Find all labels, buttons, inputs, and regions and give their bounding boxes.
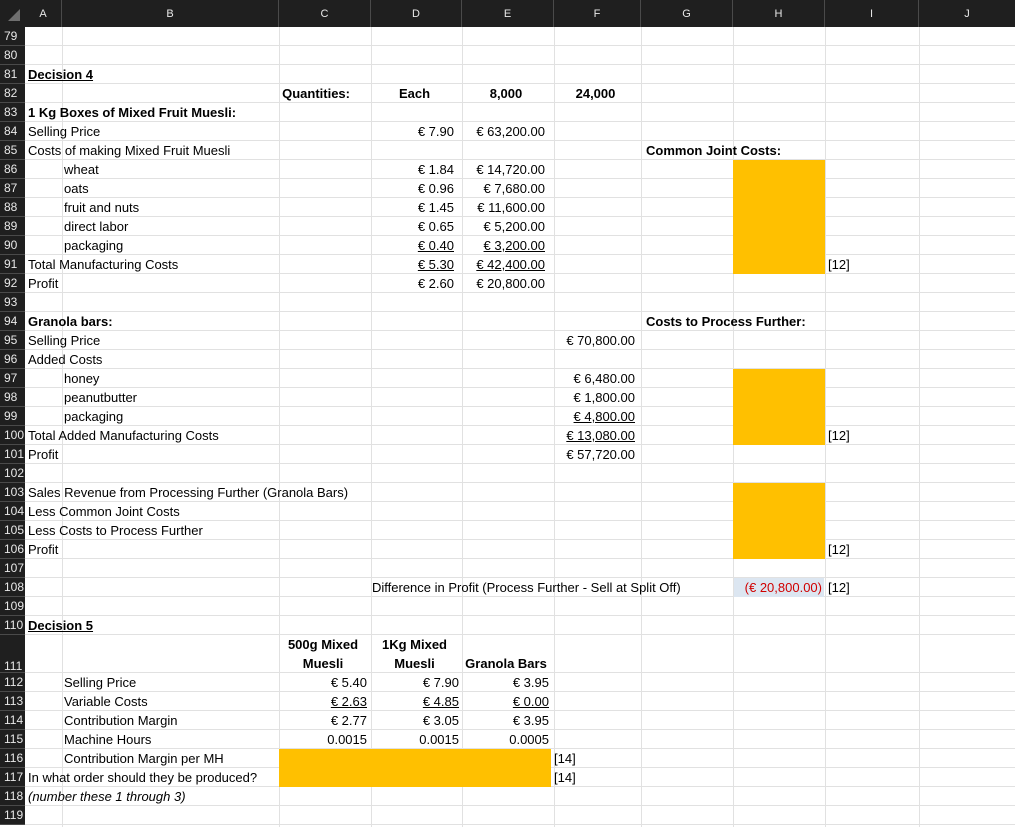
row-header[interactable]: 96 [0, 350, 25, 369]
row-header[interactable]: 97 [0, 369, 25, 388]
total-manufacturing-total: € 42,400.00 [476, 257, 545, 272]
row-header[interactable]: 93 [0, 293, 25, 312]
select-all-corner[interactable] [0, 0, 25, 27]
row-header[interactable]: 83 [0, 103, 25, 122]
oats-label: oats [64, 181, 89, 196]
d5-selling-price-granola: € 3.95 [512, 675, 549, 690]
row-header[interactable]: 84 [0, 122, 25, 141]
row-header[interactable]: 110 [0, 616, 25, 635]
total-added-value: € 13,080.00 [566, 428, 635, 443]
common-joint-costs-answer-cell[interactable] [733, 160, 825, 274]
column-header-b[interactable]: B [62, 0, 279, 27]
column-label-each: Each [398, 86, 431, 101]
points-label: [12] [828, 580, 850, 595]
row-header[interactable]: 95 [0, 331, 25, 350]
added-costs-label: Added Costs [28, 352, 103, 367]
row-header[interactable]: 82 [0, 84, 25, 103]
grid-line [25, 558, 1015, 559]
granola-selling-price-label: Selling Price [28, 333, 101, 348]
direct-labor-total: € 5,200.00 [483, 219, 545, 234]
row-header[interactable]: 85 [0, 141, 25, 160]
column-label-granola: Granola Bars [465, 656, 547, 671]
granola-profit-value: € 57,720.00 [566, 447, 635, 462]
row-header[interactable]: 90 [0, 236, 25, 255]
column-header-f[interactable]: F [554, 0, 641, 27]
d5-contribution-margin-label: Contribution Margin [64, 713, 178, 728]
points-label: [12] [828, 428, 850, 443]
column-header-g[interactable]: G [641, 0, 733, 27]
decision5-answer-cells[interactable] [279, 749, 551, 787]
row-header[interactable]: 109 [0, 597, 25, 616]
column-label-24000: 24,000 [575, 86, 616, 101]
points-label: [12] [828, 542, 850, 557]
grid-line [25, 311, 1015, 312]
direct-labor-each: € 0.65 [417, 219, 454, 234]
row-header[interactable]: 101 [0, 445, 25, 464]
decision5-title: Decision 5 [28, 618, 94, 633]
row-header[interactable]: 89 [0, 217, 25, 236]
wheat-label: wheat [64, 162, 99, 177]
packaging-each: € 0.40 [417, 238, 454, 253]
row-header[interactable]: 107 [0, 559, 25, 578]
row-header[interactable]: 117 [0, 768, 25, 787]
d5-cm-per-mh-label: Contribution Margin per MH [64, 751, 224, 766]
column-label-8000: 8,000 [489, 86, 523, 101]
points-label: [14] [554, 770, 576, 785]
row-header[interactable]: 91 [0, 255, 25, 274]
row-header[interactable]: 111 [0, 635, 25, 673]
grid-line [25, 349, 1015, 350]
row-header[interactable]: 80 [0, 46, 25, 65]
column-header-d[interactable]: D [371, 0, 462, 27]
granola-packaging-label: packaging [64, 409, 124, 424]
row-header[interactable]: 81 [0, 65, 25, 84]
d5-order-note: (number these 1 through 3) [28, 789, 186, 804]
granola-selling-price: € 70,800.00 [566, 333, 635, 348]
peanutbutter-label: peanutbutter [64, 390, 138, 405]
row-header[interactable]: 106 [0, 540, 25, 559]
total-manufacturing-label: Total Manufacturing Costs [28, 257, 179, 272]
decision4-title: Decision 4 [28, 67, 94, 82]
column-label-1kg-line2: Muesli [394, 656, 435, 671]
muesli-heading: 1 Kg Boxes of Mixed Fruit Muesli: [28, 105, 237, 120]
grid-line [25, 824, 1015, 825]
packaging-total: € 3,200.00 [483, 238, 545, 253]
d5-machine-hours-500g: 0.0015 [327, 732, 367, 747]
column-label-500g-line1: 500g Mixed [287, 637, 359, 652]
d5-machine-hours-1kg: 0.0015 [419, 732, 459, 747]
column-header-a[interactable]: A [25, 0, 62, 27]
peanutbutter-value: € 1,800.00 [573, 390, 635, 405]
granola-profit-label: Profit [28, 447, 59, 462]
row-header[interactable]: 116 [0, 749, 25, 768]
selling-price-label: Selling Price [28, 124, 101, 139]
row-header[interactable]: 100 [0, 426, 25, 445]
fruit-nuts-each: € 1.45 [417, 200, 454, 215]
column-header-h[interactable]: H [733, 0, 825, 27]
less-joint-costs-label: Less Common Joint Costs [28, 504, 180, 519]
wheat-each: € 1.84 [417, 162, 454, 177]
row-header[interactable]: 102 [0, 464, 25, 483]
d5-order-question: In what order should they be produced? [28, 770, 258, 785]
d5-contribution-margin-500g: € 2.77 [330, 713, 367, 728]
d5-variable-costs-1kg: € 4.85 [422, 694, 459, 709]
grid-line [25, 463, 1015, 464]
column-header-i[interactable]: I [825, 0, 919, 27]
row-header[interactable]: 113 [0, 692, 25, 711]
row-header[interactable]: 92 [0, 274, 25, 293]
row-header[interactable]: 87 [0, 179, 25, 198]
process-further-profit-answer-cell[interactable] [733, 483, 825, 559]
fruit-nuts-total: € 11,600.00 [477, 200, 545, 215]
grid-line [919, 27, 920, 827]
total-added-label: Total Added Manufacturing Costs [28, 428, 219, 443]
d5-contribution-margin-granola: € 3.95 [512, 713, 549, 728]
profit-label: Profit [28, 276, 59, 291]
difference-in-profit-label: Difference in Profit (Process Further - Sell at Split Off) [372, 580, 681, 595]
sales-revenue-label: Sales Revenue from Processing Further (Granola Bars) [28, 485, 349, 500]
grid-line [25, 406, 1015, 407]
grid-line [641, 27, 642, 827]
row-header[interactable]: 86 [0, 160, 25, 179]
row-header[interactable]: 114 [0, 711, 25, 730]
total-manufacturing-each: € 5.30 [417, 257, 454, 272]
d5-machine-hours-label: Machine Hours [64, 732, 152, 747]
profit-total: € 20,800.00 [476, 276, 545, 291]
direct-labor-label: direct labor [64, 219, 129, 234]
selling-price-total: € 63,200.00 [476, 124, 545, 139]
grid-line [25, 64, 1015, 65]
oats-total: € 7,680.00 [483, 181, 545, 196]
selling-price-each: € 7.90 [417, 124, 454, 139]
difference-in-profit-value[interactable]: (€ 20,800.00) [744, 580, 822, 595]
column-header-c[interactable]: C [279, 0, 371, 27]
column-label-1kg-line1: 1Kg Mixed [381, 637, 447, 652]
d5-selling-price-label: Selling Price [64, 675, 137, 690]
less-costs-further-label: Less Costs to Process Further [28, 523, 203, 538]
row-header[interactable]: 98 [0, 388, 25, 407]
points-label: [12] [828, 257, 850, 272]
packaging-label: packaging [64, 238, 124, 253]
grid-line [25, 634, 1015, 635]
row-header[interactable]: 103 [0, 483, 25, 502]
column-label-500g-line2: Muesli [302, 656, 344, 671]
d5-variable-costs-granola: € 0.00 [512, 694, 549, 709]
select-all-triangle-icon [8, 9, 20, 21]
row-header[interactable]: 119 [0, 806, 25, 825]
row-header[interactable]: 88 [0, 198, 25, 217]
grid-line [25, 45, 1015, 46]
granola-heading: Granola bars: [28, 314, 113, 329]
costs-of-making-label: Costs of making Mixed Fruit Muesli [28, 143, 231, 158]
d5-variable-costs-500g: € 2.63 [330, 694, 367, 709]
column-header-e[interactable]: E [462, 0, 554, 27]
row-header[interactable]: 99 [0, 407, 25, 426]
wheat-total: € 14,720.00 [476, 162, 545, 177]
quantities-label: Quantities: [282, 86, 350, 101]
honey-value: € 6,480.00 [573, 371, 635, 386]
profit-each: € 2.60 [417, 276, 454, 291]
fruit-nuts-label: fruit and nuts [64, 200, 140, 215]
costs-process-further-label: Costs to Process Further: [646, 314, 806, 329]
d5-machine-hours-granola: 0.0005 [509, 732, 549, 747]
common-joint-costs-label: Common Joint Costs: [646, 143, 782, 158]
grid-line [825, 27, 826, 827]
d5-contribution-margin-1kg: € 3.05 [422, 713, 459, 728]
grid-line [25, 330, 1015, 331]
final-profit-label: Profit [28, 542, 59, 557]
row-header[interactable]: 112 [0, 673, 25, 692]
honey-label: honey [64, 371, 100, 386]
grid-line [25, 615, 1015, 616]
d5-variable-costs-label: Variable Costs [64, 694, 148, 709]
grid-line [25, 368, 1015, 369]
costs-process-further-answer-cell[interactable] [733, 369, 825, 445]
row-header[interactable]: 79 [0, 27, 25, 46]
row-header[interactable]: 105 [0, 521, 25, 540]
row-header[interactable]: 94 [0, 312, 25, 331]
row-header[interactable]: 108 [0, 578, 25, 597]
d5-selling-price-1kg: € 7.90 [422, 675, 459, 690]
granola-packaging-value: € 4,800.00 [573, 409, 635, 424]
row-header[interactable]: 104 [0, 502, 25, 521]
row-header[interactable]: 118 [0, 787, 25, 806]
points-label: [14] [554, 751, 576, 766]
grid-line [25, 387, 1015, 388]
column-header-j[interactable]: J [964, 8, 970, 20]
d5-selling-price-500g: € 5.40 [330, 675, 367, 690]
oats-each: € 0.96 [417, 181, 454, 196]
row-header[interactable]: 115 [0, 730, 25, 749]
